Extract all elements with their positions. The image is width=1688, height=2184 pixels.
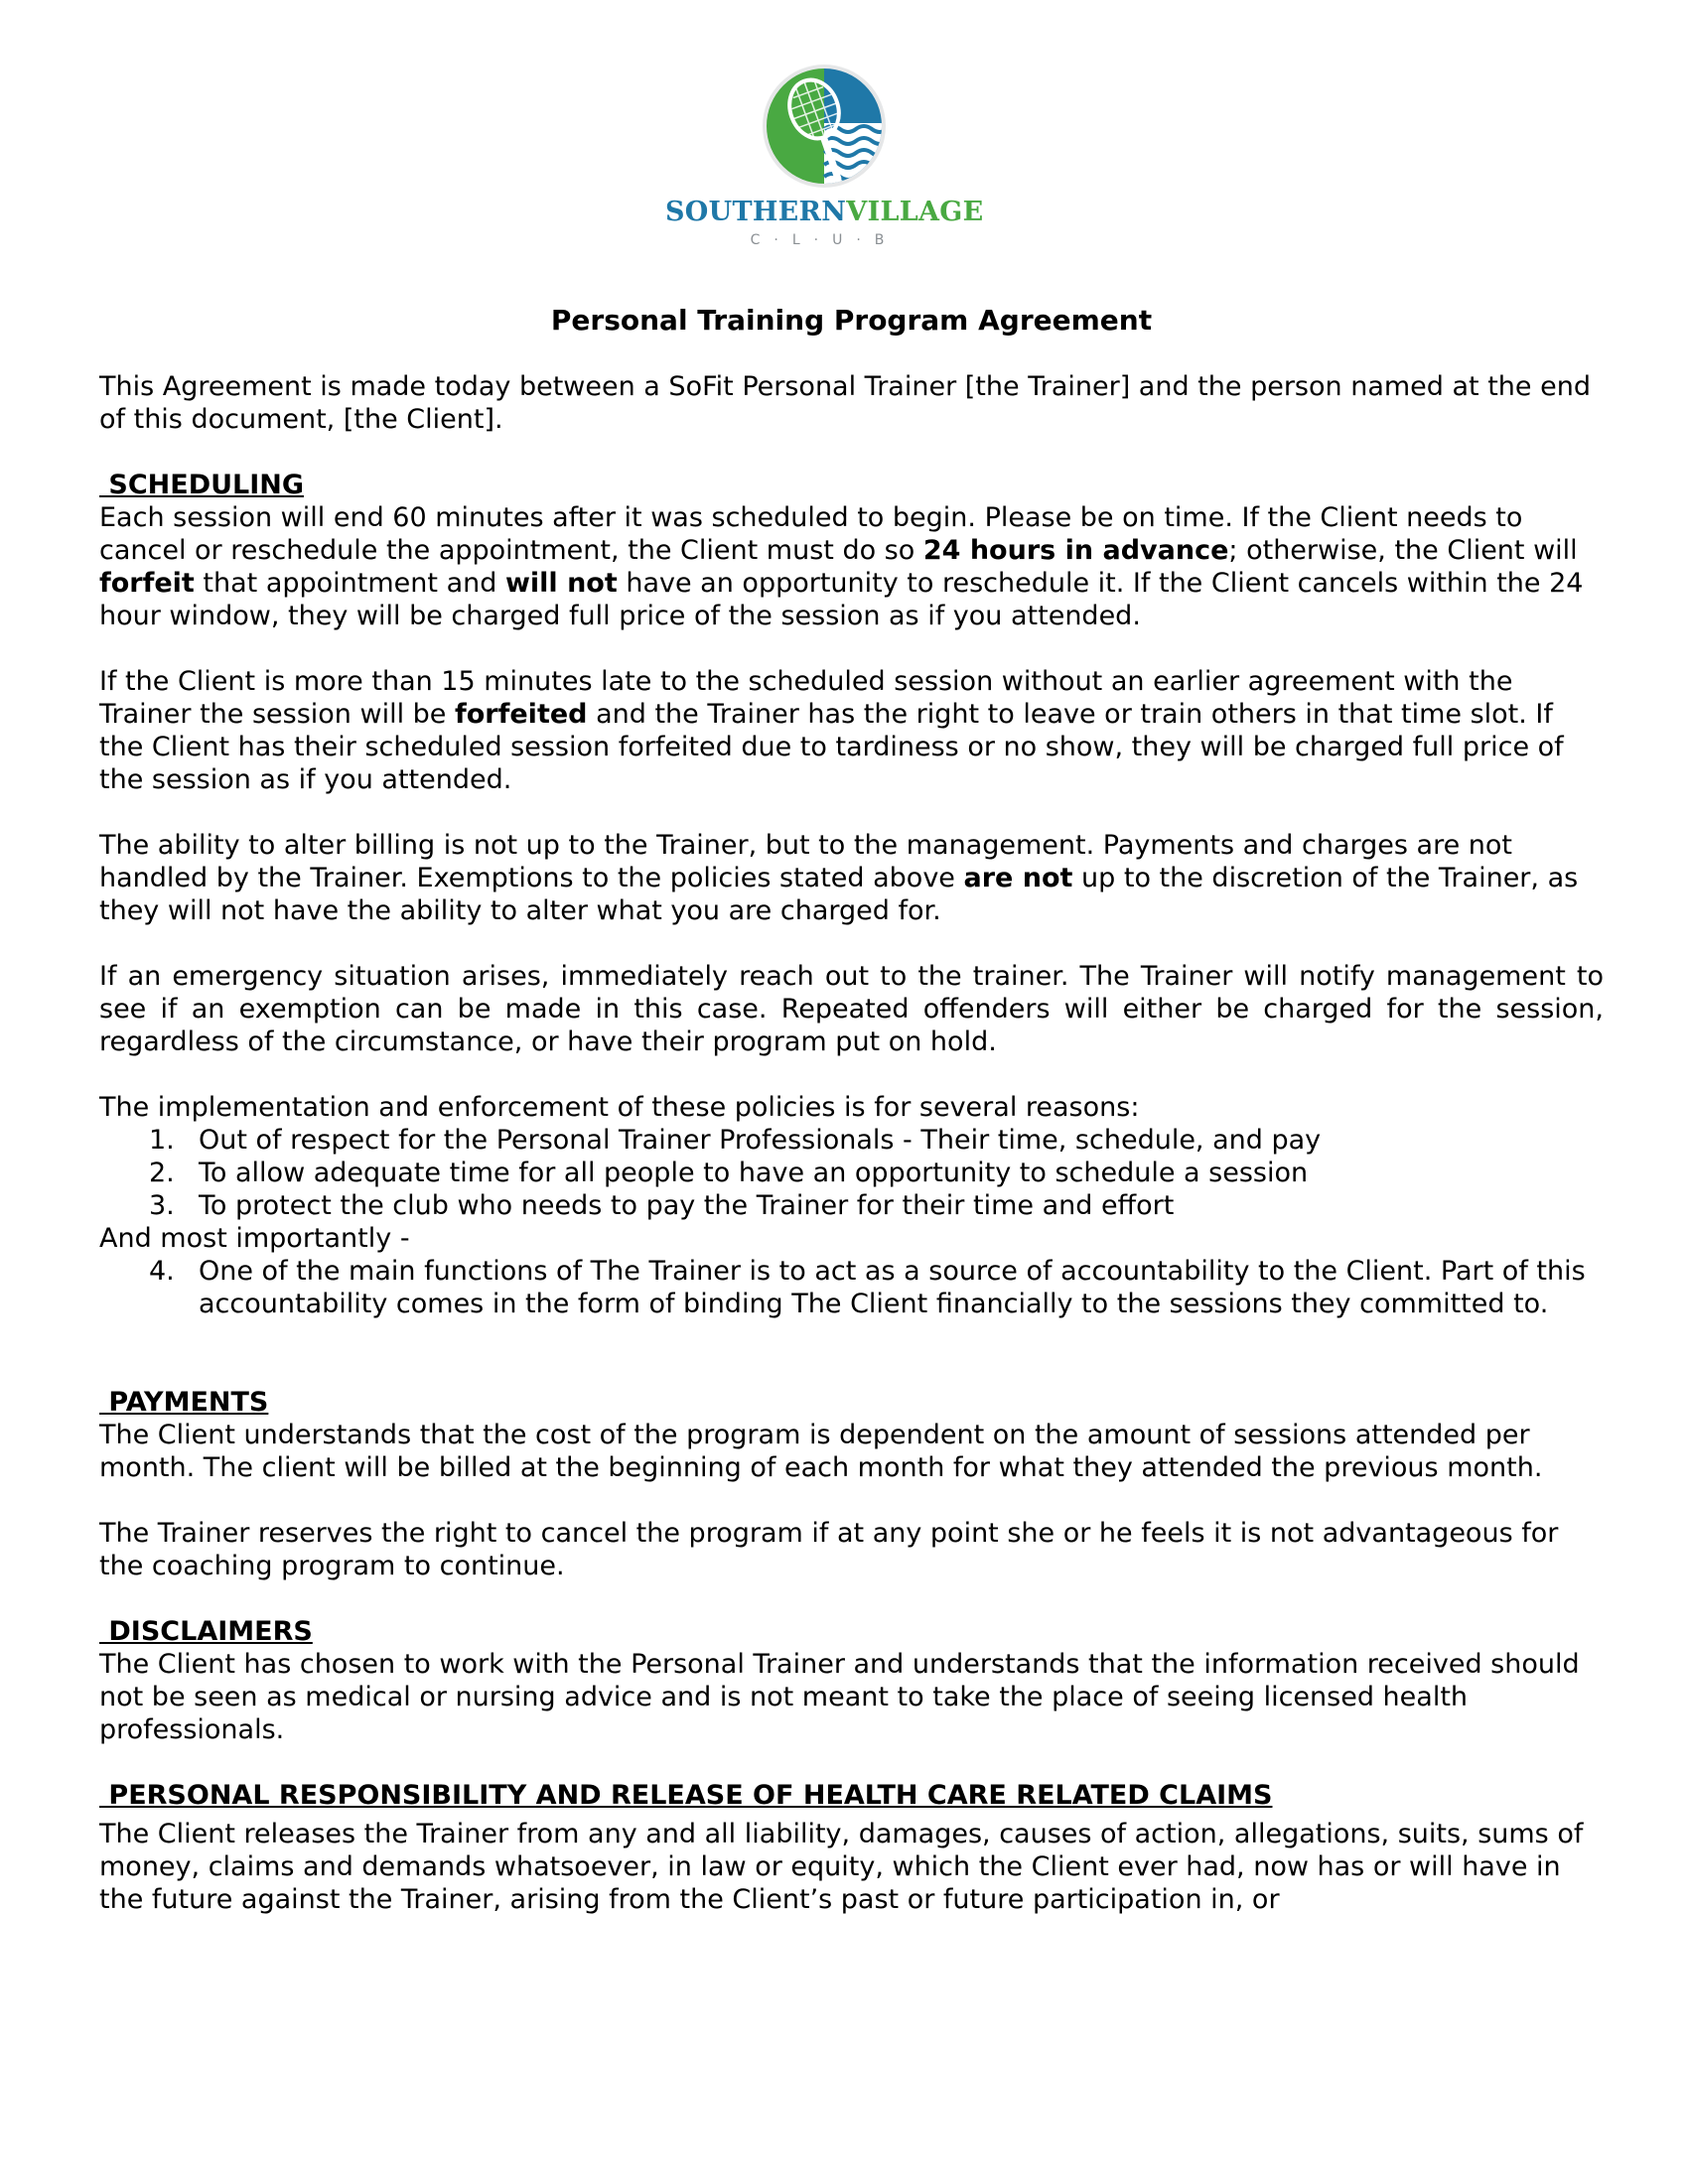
payments-paragraph-2: The Trainer reserves the right to cancel the program if at any point she or he feels it is not advantageous for the coaching program to continue. bbox=[99, 1518, 1559, 1581]
disclaimers-heading: DISCLAIMERS bbox=[99, 1616, 313, 1647]
responsibility-paragraph-1: The Client releases the Trainer from any and all liability, damages, causes of action, allegations, suits, sums of money, claims and demands whatsoever, in law or equity, which the Client ever had, now has or will have in the future against the Trainer, arising from the Client’s past or future participation in, or bbox=[99, 1819, 1584, 1915]
scheduling-paragraph-1: Each session will end 60 minutes after it was scheduled to begin. Please be on time. If the Client needs to cancel or reschedule the appointment, the Client must do so 24 hours in advance; otherwise, the Client will forfeit that appointment and will not have an opportunity to reschedule it. If the Client cancels within the 24 hour window, they will be charged full price of the session as if you attended. bbox=[99, 502, 1584, 631]
brand-name bbox=[665, 197, 983, 227]
disclaimers-paragraph-1: The Client has chosen to work with the Personal Trainer and understands that the information received should not be seen as medical or nursing advice and is not meant to take the place of seeing licensed health professionals. bbox=[99, 1649, 1580, 1745]
reasons-intro: The implementation and enforcement of these policies is for several reasons: bbox=[99, 1092, 1140, 1123]
responsibility-heading: PERSONAL RESPONSIBILITY AND RELEASE OF HEALTH CARE RELATED CLAIMS bbox=[99, 1780, 1273, 1811]
agreement-document bbox=[99, 304, 1604, 1949]
scheduling-paragraph-3: The ability to alter billing is not up to the Trainer, but to the management. Payments and charges are not handled by the Trainer. Exemptions to the policies stated above are not up to the discretion of the Trainer, as they will not have the ability to alter what you are charged for. bbox=[99, 830, 1579, 926]
list-item: 3. To protect the club who needs to pay the Trainer for their time and effort bbox=[149, 1190, 1175, 1221]
list-item: 2. To allow adequate time for all people to have an opportunity to schedule a session bbox=[149, 1158, 1309, 1188]
scheduling-heading: SCHEDULING bbox=[99, 470, 305, 500]
payments-paragraph-1: The Client understands that the cost of the program is dependent on the amount of sessions attended per month. The client will be billed at the beginning of each month for what they attended the previous month. bbox=[99, 1420, 1543, 1483]
club-logo bbox=[665, 62, 983, 260]
scheduling-paragraph-4: If an emergency situation arises, immediately reach out to the trainer. The Trainer will notify management to see if an exemption can be made in this case. Repeated offenders will either be charged for the session, regardless of the circumstance, or have their program put on hold. bbox=[99, 961, 1604, 1057]
list-item: 1. Out of respect for the Personal Trainer Professionals - Their time, schedule, and pay bbox=[149, 1125, 1322, 1156]
brand-subtitle: C·L·U·B bbox=[750, 232, 899, 248]
bold-will-not: will not bbox=[504, 568, 618, 599]
bold-forfeit: forfeit bbox=[99, 568, 195, 599]
bold-are-not: are not bbox=[963, 863, 1073, 893]
bold-forfeited: forfeited bbox=[455, 699, 588, 730]
reasons-list-continued bbox=[99, 1255, 1604, 1320]
scheduling-paragraph-2: If the Client is more than 15 minutes late to the scheduled session without an earlier agreement with the Trainer the session will be forfeited and the Trainer has the right to leave or train others in that time slot. If the Client has their scheduled session forfeited due to tardiness or no show, they will be charged full price of the session as if you attended. bbox=[99, 666, 1564, 795]
payments-heading: PAYMENTS bbox=[99, 1387, 269, 1418]
brand-name-village: VILLAGE bbox=[846, 197, 984, 227]
list-item: 4. One of the main functions of The Trainer is to act as a source of accountability to the Client. Part of this accountability comes in the form of binding The Client financially to the sessions they committed to. bbox=[149, 1256, 1586, 1319]
intro-paragraph: This Agreement is made today between a SoFit Personal Trainer [the Trainer] and the person named at the end of this document, [the Client]. bbox=[99, 371, 1591, 435]
bold-24-hours: 24 hours in advance bbox=[922, 535, 1229, 566]
document-title: Personal Training Program Agreement bbox=[550, 304, 1153, 337]
section-spacer bbox=[99, 1320, 1604, 1386]
most-importantly-label: And most importantly - bbox=[99, 1223, 410, 1254]
brand-name-southern: SOUTHERN bbox=[665, 197, 847, 227]
tennis-racket-waves-emblem-icon bbox=[755, 62, 894, 191]
reasons-list bbox=[99, 1124, 1604, 1222]
